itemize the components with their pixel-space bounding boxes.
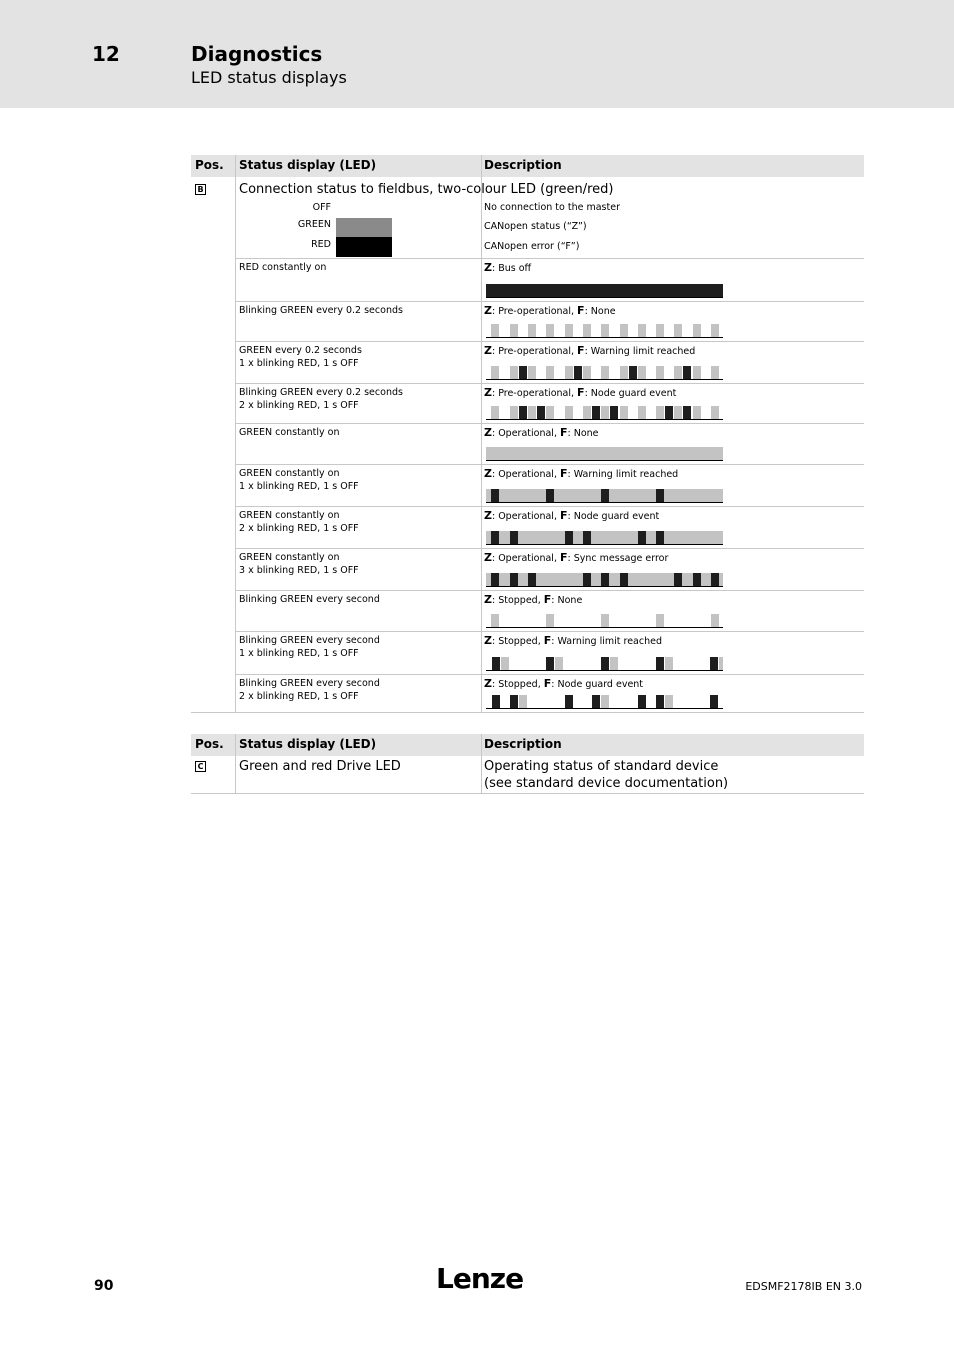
led-green-pulse [711, 324, 719, 337]
led-red-pulse [656, 531, 664, 544]
drive-led-desc-line1: Operating status of standard device [484, 759, 719, 774]
pos-marker-c: C [195, 761, 206, 772]
legend-green-desc: CANopen status (“Z”) [484, 221, 587, 232]
led-green-pulse [555, 657, 563, 670]
row-status-text: GREEN every 0.2 seconds 1 x blinking RED, 1 s OFF [239, 345, 362, 369]
row-status-text: RED constantly on [239, 262, 327, 273]
led-red-pulse [592, 695, 600, 708]
led-red-pulse [601, 489, 609, 502]
led-red-pulse [492, 657, 500, 670]
row-description: Z: Pre-operational, F: Warning limit reached [484, 344, 696, 357]
led-green-pulse [601, 366, 609, 379]
led-red-pulse [638, 531, 646, 544]
chapter-number: 12 [92, 42, 120, 66]
led-green-pulse [546, 324, 554, 337]
led-green-pulse [693, 324, 701, 337]
header-status: Status display (LED) [239, 737, 377, 751]
row-description: Z: Pre-operational, F: None [484, 304, 616, 317]
header-status: Status display (LED) [239, 158, 377, 172]
row-description: Z: Operational, F: Sync message error [484, 551, 669, 564]
led-green-pulse [601, 406, 609, 419]
page-number: 90 [94, 1278, 114, 1294]
led-green-pulse [656, 366, 664, 379]
intro-text: Connection status to fieldbus, two-colour LED (green/red) [239, 182, 614, 197]
led-green-pulse [711, 406, 719, 419]
chapter-title: Diagnostics [191, 42, 323, 66]
led-red-pulse [546, 489, 554, 502]
table-header [191, 734, 864, 756]
led-red-pulse [583, 531, 591, 544]
led-red-pulse [510, 573, 518, 586]
led-red-pulse [565, 531, 573, 544]
led-green-pulse [638, 406, 646, 419]
led-green-pulse [486, 531, 723, 544]
legend-red-label: RED [311, 239, 331, 250]
led-red-pulse [674, 573, 682, 586]
led-timeline [486, 284, 723, 298]
led-red-pulse [537, 406, 545, 419]
row-description: Z: Bus off [484, 261, 532, 274]
led-timeline [486, 489, 723, 503]
led-timeline [486, 657, 723, 671]
pos-marker-b: B [195, 184, 206, 195]
row-description: Z: Operational, F: Warning limit reached [484, 467, 679, 480]
led-green-pulse [528, 406, 536, 419]
led-red-pulse [519, 406, 527, 419]
chapter-subtitle: LED status displays [191, 68, 347, 87]
led-green-pulse [546, 406, 554, 419]
led-red-pulse [665, 406, 673, 419]
led-red-pulse [629, 366, 637, 379]
led-red-pulse [510, 531, 518, 544]
led-red-pulse [620, 573, 628, 586]
led-green-pulse [528, 366, 536, 379]
led-green-pulse [583, 324, 591, 337]
led-green-pulse [638, 366, 646, 379]
led-timeline [486, 531, 723, 545]
led-green-pulse [656, 406, 664, 419]
row-status-text: GREEN constantly on 2 x blinking RED, 1 s OFF [239, 510, 359, 534]
led-green-pulse [565, 366, 573, 379]
led-green-pulse [583, 406, 591, 419]
header-description: Description [484, 737, 562, 751]
led-green-pulse [693, 366, 701, 379]
led-red-pulse [710, 695, 718, 708]
header-description: Description [484, 158, 562, 172]
legend-green-swatch [336, 218, 392, 237]
row-status-text: GREEN constantly on 1 x blinking RED, 1 s OFF [239, 468, 359, 492]
led-red-pulse [693, 573, 701, 586]
led-timeline [486, 573, 723, 587]
led-green-pulse [491, 406, 499, 419]
led-green-pulse [491, 366, 499, 379]
led-red-pulse [638, 695, 646, 708]
led-green-pulse [665, 657, 673, 670]
row-description: Z: Operational, F: Node guard event [484, 509, 660, 522]
led-red-pulse [610, 406, 618, 419]
led-red-pulse [491, 531, 499, 544]
led-green-pulse [674, 406, 682, 419]
led-green-pulse [601, 324, 609, 337]
led-status-table [191, 155, 864, 713]
led-green-pulse [491, 324, 499, 337]
led-green-pulse [719, 657, 723, 670]
led-red-pulse [683, 366, 691, 379]
led-green-pulse [583, 366, 591, 379]
led-green-pulse [693, 406, 701, 419]
legend-off-desc: No connection to the master [484, 202, 620, 213]
led-green-pulse [674, 324, 682, 337]
led-red-pulse [491, 573, 499, 586]
led-red-pulse [711, 573, 719, 586]
row-description: Z: Operational, F: None [484, 426, 599, 439]
led-green-pulse [620, 366, 628, 379]
led-red-pulse [683, 406, 691, 419]
led-red-pulse [656, 489, 664, 502]
row-status-text: Blinking GREEN every 0.2 seconds 2 x blinking RED, 1 s OFF [239, 387, 403, 411]
led-green-pulse [601, 614, 609, 627]
led-green-pulse [665, 695, 673, 708]
led-green-pulse [510, 324, 518, 337]
led-red-pulse [491, 489, 499, 502]
led-timeline [486, 406, 723, 420]
led-green-pulse [711, 614, 719, 627]
led-red-pulse [583, 573, 591, 586]
document-id: EDSMF2178IB EN 3.0 [745, 1280, 862, 1293]
header-pos: Pos. [195, 158, 224, 172]
drive-led-table [191, 734, 864, 794]
led-timeline [486, 695, 723, 709]
led-green-pulse [711, 366, 719, 379]
led-green-pulse [501, 657, 509, 670]
led-green-pulse [610, 657, 618, 670]
led-timeline [486, 366, 723, 380]
led-red-pulse [546, 657, 554, 670]
row-status-text: GREEN constantly on 3 x blinking RED, 1 s OFF [239, 552, 359, 576]
row-status-text: Blinking GREEN every second [239, 594, 380, 605]
row-description: Z: Stopped, F: None [484, 593, 583, 606]
led-green-pulse [565, 324, 573, 337]
row-status-text: Blinking GREEN every second 2 x blinking RED, 1 s OFF [239, 678, 380, 702]
legend-off-label: OFF [312, 202, 331, 213]
led-green-pulse [620, 324, 628, 337]
led-green-pulse [638, 324, 646, 337]
led-red-pulse [510, 695, 518, 708]
led-red-pulse [492, 695, 500, 708]
led-red-pulse [601, 657, 609, 670]
led-timeline [486, 447, 723, 461]
led-timeline [486, 614, 723, 628]
row-status-text: Blinking GREEN every second 1 x blinking RED, 1 s OFF [239, 635, 380, 659]
led-red-pulse [656, 695, 664, 708]
led-green-pulse [656, 614, 664, 627]
led-green-pulse [656, 324, 664, 337]
led-green-pulse [510, 366, 518, 379]
led-green-pulse [519, 695, 527, 708]
led-green-pulse [546, 614, 554, 627]
row-description: Z: Stopped, F: Node guard event [484, 677, 644, 690]
led-red-pulse [528, 573, 536, 586]
led-green-pulse [491, 614, 499, 627]
led-green-pulse [486, 447, 723, 460]
drive-led-desc-line2: (see standard device documentation) [484, 776, 729, 791]
led-green-pulse [546, 366, 554, 379]
led-red-pulse [601, 573, 609, 586]
led-timeline [486, 324, 723, 338]
led-red-pulse [656, 657, 664, 670]
led-red-pulse [565, 695, 573, 708]
row-description: Z: Stopped, F: Warning limit reached [484, 634, 662, 647]
page-header [0, 0, 954, 108]
header-pos: Pos. [195, 737, 224, 751]
row-status-text: Blinking GREEN every 0.2 seconds [239, 305, 403, 316]
lenze-logo: Lenze [436, 1262, 524, 1295]
table-header [191, 155, 864, 177]
led-red-pulse [486, 284, 723, 297]
led-green-pulse [601, 695, 609, 708]
led-red-pulse [710, 657, 718, 670]
led-red-pulse [574, 366, 582, 379]
led-red-pulse [519, 366, 527, 379]
row-status-text: GREEN constantly on [239, 427, 340, 438]
led-green-pulse [528, 324, 536, 337]
legend-red-swatch [336, 237, 392, 257]
led-red-pulse [592, 406, 600, 419]
led-green-pulse [510, 406, 518, 419]
row-description: Z: Pre-operational, F: Node guard event [484, 386, 677, 399]
led-green-pulse [674, 366, 682, 379]
legend-red-desc: CANopen error (“F”) [484, 241, 580, 252]
legend-green-label: GREEN [297, 219, 331, 230]
drive-led-status: Green and red Drive LED [239, 759, 401, 774]
led-green-pulse [620, 406, 628, 419]
led-green-pulse [565, 406, 573, 419]
